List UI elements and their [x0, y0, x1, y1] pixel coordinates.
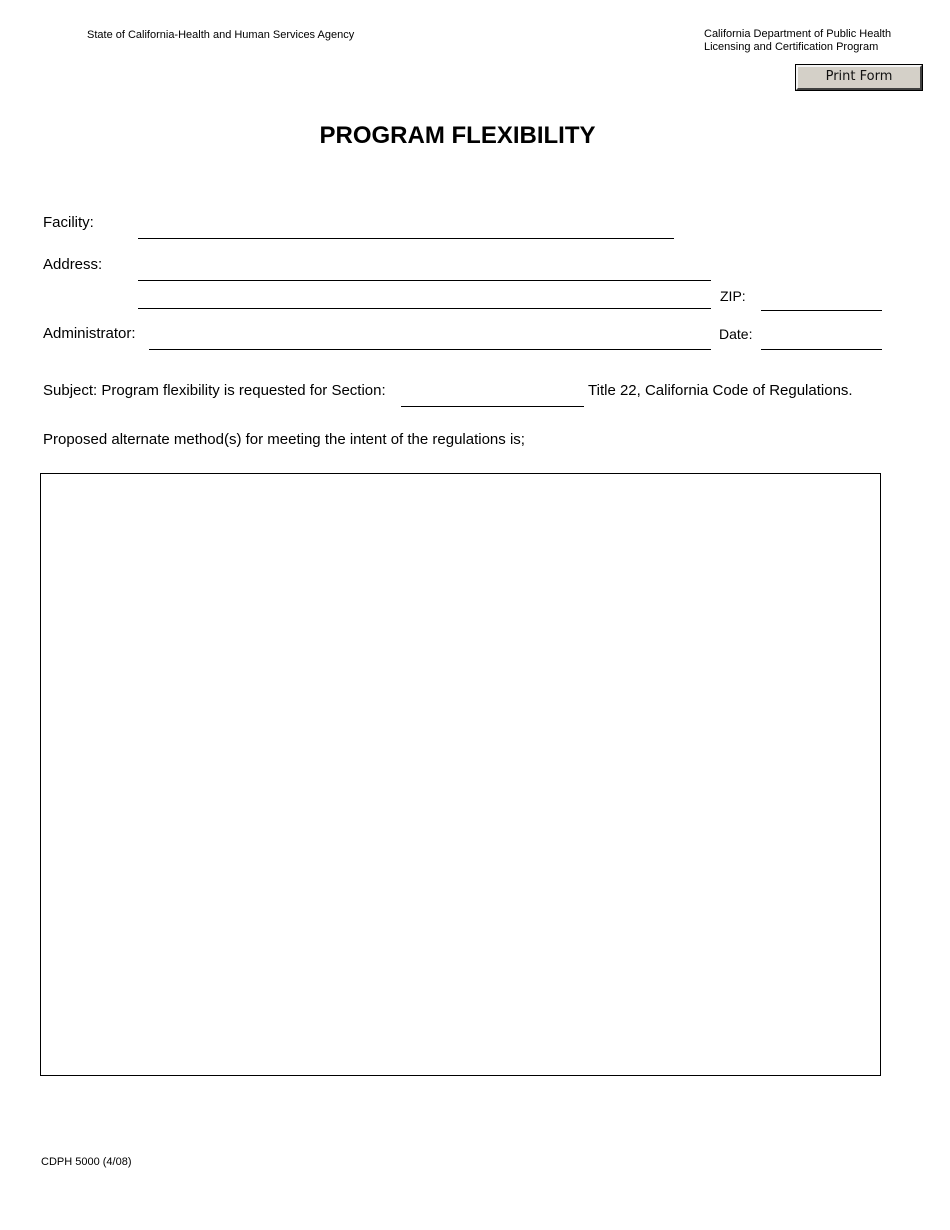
proposed-methods-label: Proposed alternate method(s) for meeting the intent of the regulations is;	[43, 431, 525, 448]
date-input[interactable]	[761, 329, 882, 349]
proposed-methods-textarea[interactable]	[41, 474, 880, 1075]
form-id: CDPH 5000 (4/08)	[41, 1156, 132, 1168]
address-line-2-underline	[138, 308, 711, 309]
address-label: Address:	[43, 256, 103, 273]
page-title: PROGRAM FLEXIBILITY	[319, 122, 596, 149]
section-input[interactable]	[401, 386, 584, 406]
facility-label: Facility:	[43, 214, 94, 231]
zip-input[interactable]	[761, 290, 882, 310]
subject-prefix: Subject: Program flexibility is requested for Section:	[43, 382, 386, 399]
print-form-button[interactable]: Print Form	[796, 65, 922, 90]
address-line-1-underline	[138, 280, 711, 281]
facility-underline	[138, 238, 674, 239]
zip-underline	[761, 310, 882, 311]
section-underline	[401, 406, 584, 407]
department-line-1: California Department of Public Health	[704, 28, 892, 40]
agency-name: State of California-Health and Human Services Agency	[87, 29, 355, 41]
address-line-2-input[interactable]	[138, 288, 711, 308]
administrator-input[interactable]	[149, 329, 711, 349]
subject-suffix: Title 22, California Code of Regulations.	[588, 382, 853, 399]
administrator-underline	[149, 349, 711, 350]
zip-label: ZIP:	[720, 288, 746, 304]
address-line-1-input[interactable]	[138, 260, 711, 280]
facility-input[interactable]	[138, 218, 674, 238]
administrator-label: Administrator:	[43, 325, 136, 342]
department-line-2: Licensing and Certification Program	[704, 41, 879, 53]
date-label: Date:	[719, 326, 753, 342]
date-underline	[761, 349, 882, 350]
